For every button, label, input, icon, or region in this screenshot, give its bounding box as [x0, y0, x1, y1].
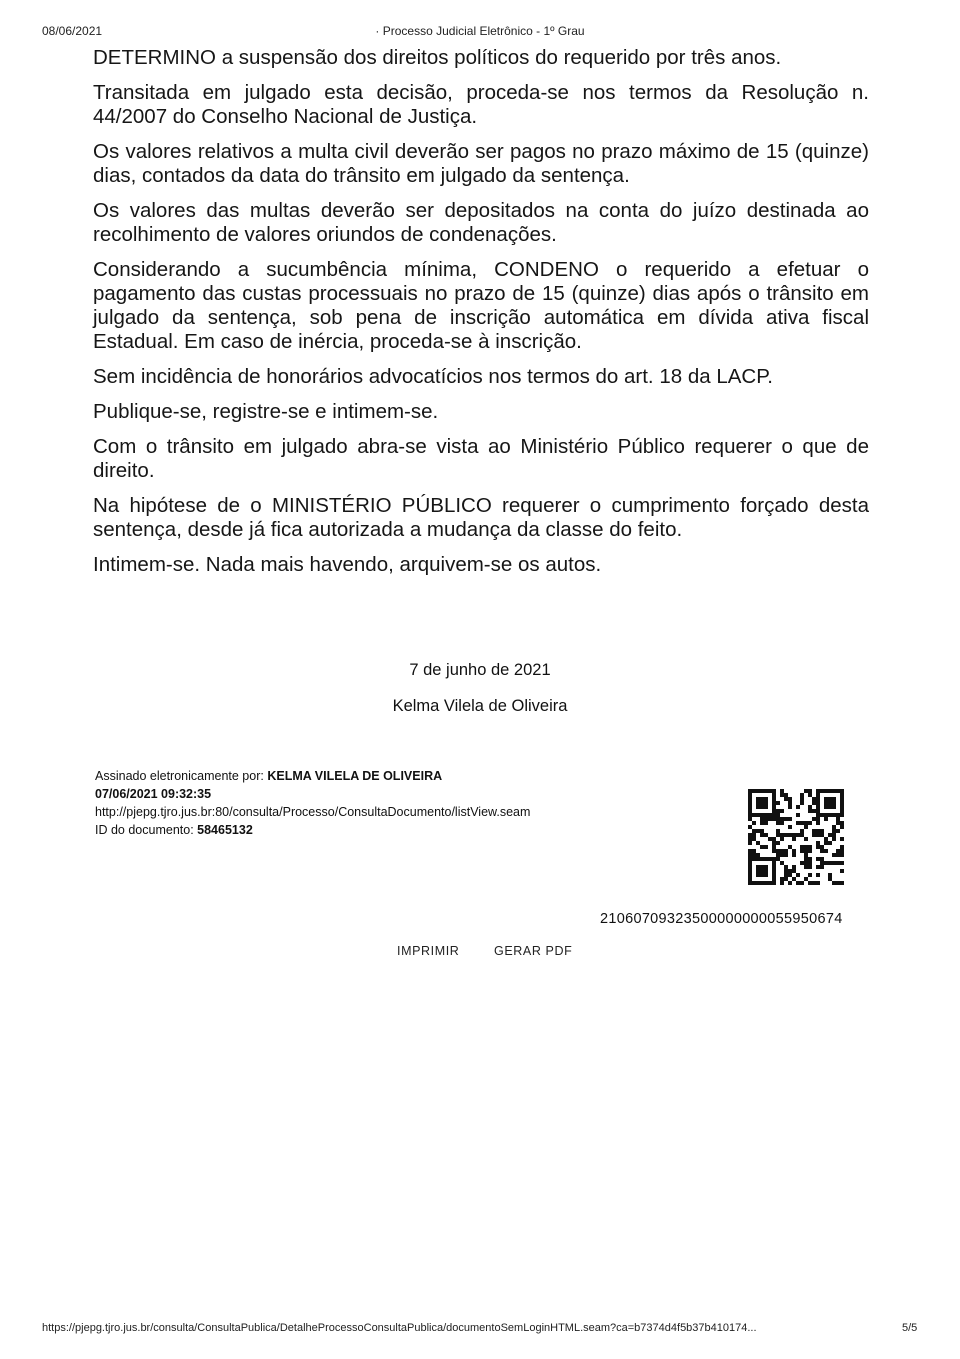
- document-id-line: [95, 821, 530, 839]
- page-header-title: · Processo Judicial Eletrônico - 1º Grau: [375, 24, 585, 38]
- electronic-signature-block: [95, 767, 530, 839]
- verify-url: http://pjepg.tjro.jus.br:80/consulta/Processo/ConsultaDocumento/listView.seam: [95, 805, 531, 819]
- print-button[interactable]: IMPRIMIR: [397, 944, 460, 958]
- paragraph: Intimem-se. Nada mais havendo, arquivem-se os autos.: [93, 553, 602, 576]
- signer-name: Kelma Vilela de Oliveira: [392, 697, 568, 715]
- signed-by-label: Assinado eletronicamente por:: [95, 769, 264, 783]
- footer-url: https://pjepg.tjro.jus.br/consulta/ConsultaPublica/DetalheProcessoConsultaPublica/documentoSemLoginHTML.seam?ca=b7374d4f5b37b410174...: [42, 1322, 757, 1334]
- paragraph: Os valores das multas deverão ser depositados na conta do juízo destinada ao recolhimento de valores oriundos de condenações.: [93, 199, 869, 246]
- paragraph: Sem incidência de honorários advocatícios nos termos do art. 18 da LACP.: [93, 365, 773, 388]
- paragraph: Considerando a sucumbência mínima, CONDENO o requerido a efetuar o pagamento das custas processuais no prazo de 15 (quinze) dias após o trânsito em julgado da sentença, sob pena de inscrição automática em dívida ativa fiscal Estadual. Em caso de inércia, proceda-se à inscrição.: [93, 258, 869, 353]
- generate-pdf-button[interactable]: GERAR PDF: [494, 944, 573, 958]
- decision-body: [93, 46, 869, 588]
- signed-by-name: KELMA VILELA DE OLIVEIRA: [267, 769, 443, 783]
- document-id-label: ID do documento:: [95, 823, 194, 837]
- paragraph: Transitada em julgado esta decisão, proceda-se nos termos da Resolução n. 44/2007 do Conselho Nacional de Justiça.: [93, 81, 869, 128]
- paragraph: Publique-se, registre-se e intimem-se.: [93, 400, 439, 423]
- paragraph: Com o trânsito em julgado abra-se vista ao Ministério Público requerer o que de direito.: [93, 435, 869, 482]
- paragraph: Na hipótese de o MINISTÉRIO PÚBLICO requerer o cumprimento forçado desta sentença, desde já fica autorizada a mudança da classe do feito.: [93, 494, 869, 541]
- page-number: 5/5: [902, 1322, 918, 1334]
- document-id: 58465132: [197, 823, 253, 837]
- paragraph: Os valores relativos a multa civil deverão ser pagos no prazo máximo de 15 (quinze) dias, contados da data do trânsito em julgado da sentença.: [93, 140, 869, 187]
- signed-by-line: [95, 767, 530, 785]
- signature-timestamp: 07/06/2021 09:32:35: [95, 787, 212, 801]
- paragraph: DETERMINO a suspensão dos direitos políticos do requerido por três anos.: [93, 46, 782, 69]
- signature-date: 7 de junho de 2021: [409, 661, 551, 679]
- print-date: 08/06/2021: [42, 24, 103, 38]
- qr-code-icon: [748, 789, 844, 885]
- document-code: 21060709323500000000055950674: [600, 911, 843, 927]
